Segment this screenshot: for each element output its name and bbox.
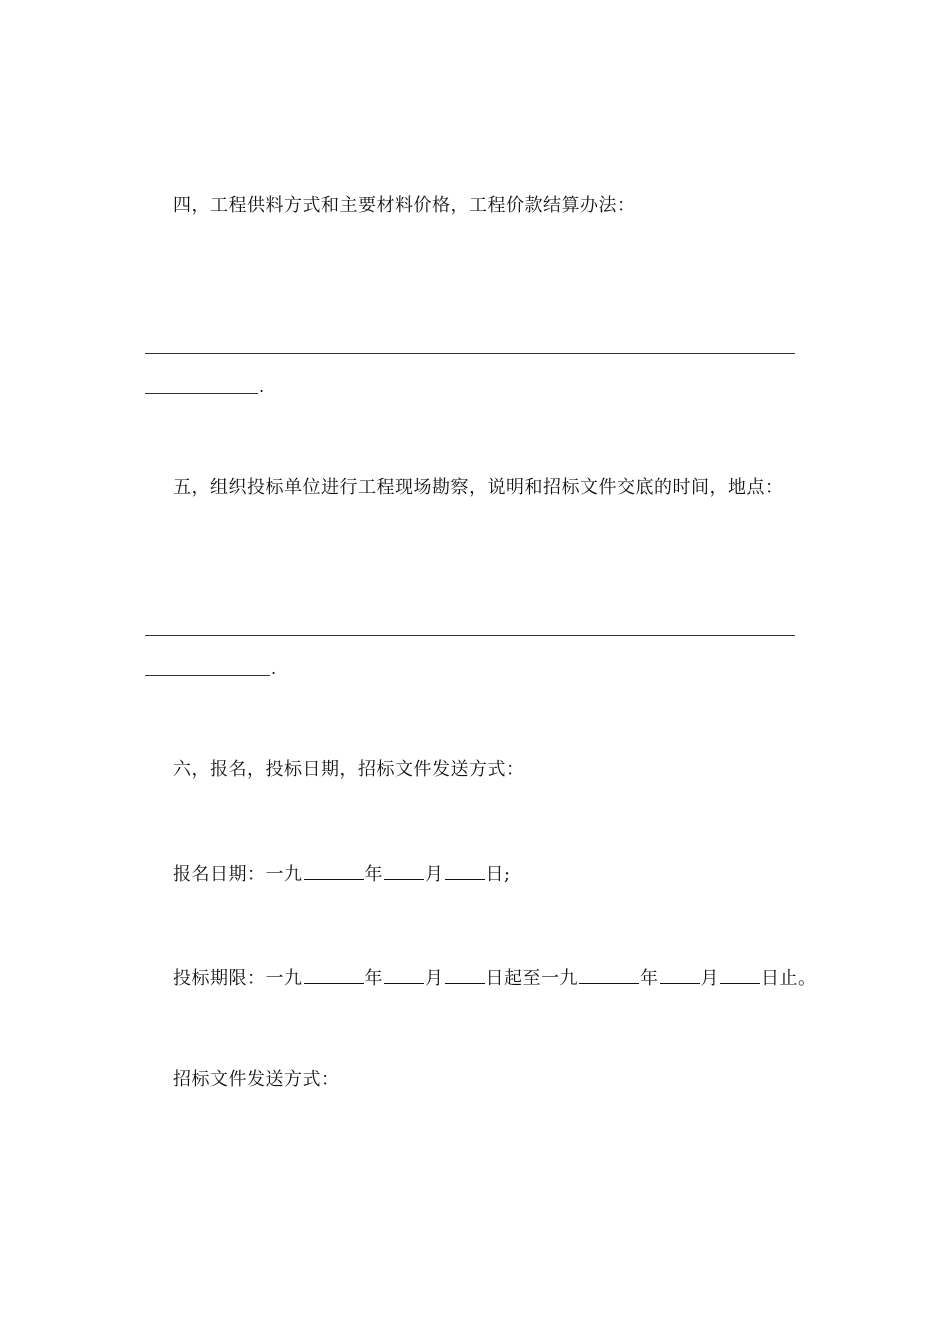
bidding-period-label: 投标期限：一九 — [173, 968, 303, 989]
bidding-start-month-blank[interactable] — [384, 965, 424, 984]
section-4-fill-line[interactable] — [145, 353, 795, 354]
section-5-heading: 五，组织投标单位进行工程现场勘察，说明和招标文件交底的时间，地点： — [173, 477, 784, 498]
month-label: 月 — [425, 864, 444, 885]
day-label: 日; — [485, 864, 511, 885]
bidding-start-year-blank[interactable] — [304, 965, 364, 984]
blank-line[interactable] — [145, 663, 270, 676]
end-day-label: 日止。 — [761, 968, 817, 989]
bidding-end-year-blank[interactable] — [579, 965, 639, 984]
month-label: 月 — [425, 968, 444, 989]
blank-line[interactable] — [145, 381, 258, 394]
year-label: 年 — [640, 968, 659, 989]
year-label: 年 — [364, 864, 383, 885]
month-label: 月 — [700, 968, 719, 989]
bidding-end-month-blank[interactable] — [660, 965, 700, 984]
registration-month-blank[interactable] — [384, 861, 424, 880]
delivery-method-label: 招标文件发送方式： — [173, 1069, 340, 1090]
period: . — [271, 659, 277, 678]
section-4-heading: 四，工程供料方式和主要材料价格，工程价款结算办法： — [173, 195, 636, 216]
registration-day-blank[interactable] — [445, 861, 485, 880]
bidding-end-day-blank[interactable] — [720, 965, 760, 984]
year-label: 年 — [364, 968, 383, 989]
bidding-period — [173, 965, 817, 991]
bidding-start-day-blank[interactable] — [445, 965, 485, 984]
section-5-fill-line-end[interactable] — [145, 658, 276, 676]
section-5-fill-line[interactable] — [145, 635, 795, 636]
section-4-fill-line-end[interactable] — [145, 376, 264, 394]
registration-date — [173, 861, 511, 887]
section-6-heading: 六，报名，投标日期，招标文件发送方式： — [173, 759, 525, 780]
registration-year-blank[interactable] — [304, 861, 364, 880]
period: . — [259, 377, 265, 396]
start-day-label: 日起至一九 — [485, 968, 578, 989]
registration-date-label: 报名日期：一九 — [173, 864, 303, 885]
